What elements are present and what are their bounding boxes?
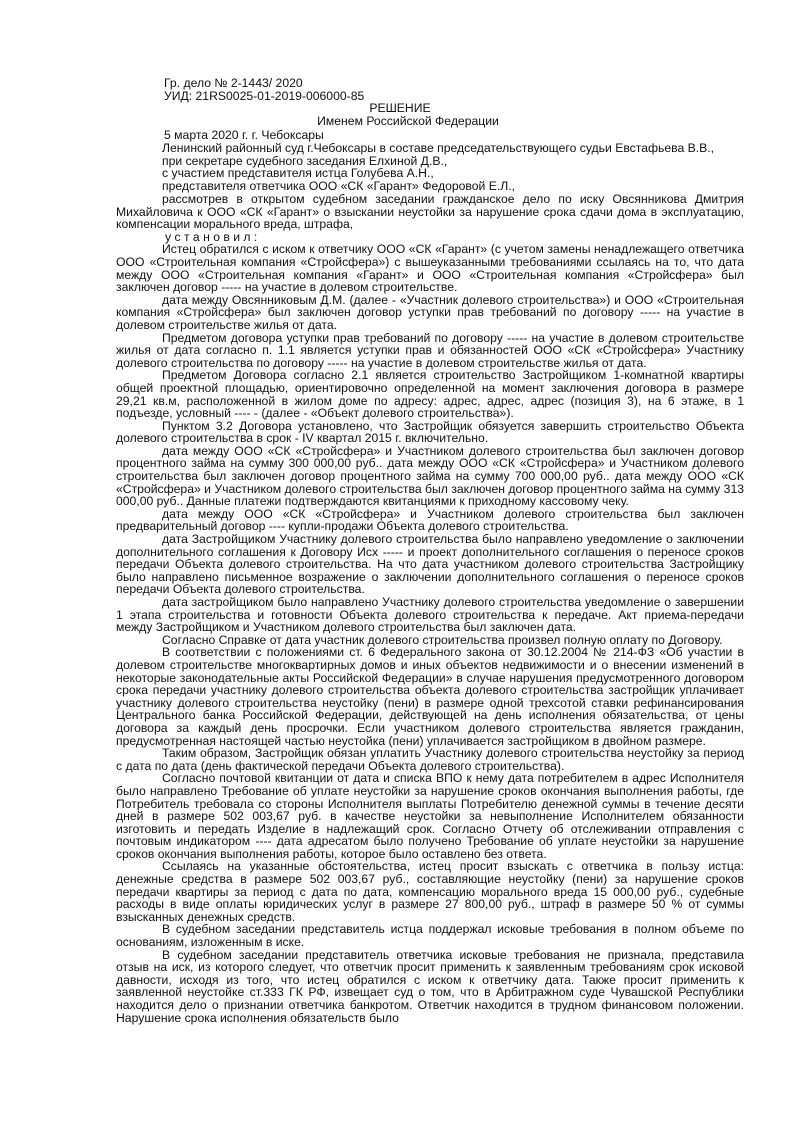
body-paragraph: дата между ООО «СК «Стройсфера» и Участником долевого строительства был заключен договор процентного займа на сумму 300 000,00 руб.. дата между ООО «СК «Стройсфера» и Участником долевого строительства был заключен договор процентного займа на сумму 700 000,00 руб.. дата между ООО «СК «Стройсфера» и Участником долевого строительства был заключен договор процентного займа на сумму 313 000,00 руб.. Данные платежи подтверждаются квитанциями к приходному кассовому чеку. bbox=[116, 443, 744, 509]
body-paragraph: В судебном заседании представитель ответчика исковые требования не признала, представила отзыв на иск, из которого следует, что ответчик просит применить к заявленным требованиям срок исковой давности, исходя из того, что истец обратился с иском к ответчику дата. Также просит применить к заявленной неустойке ст.333 ГК РФ, извещает суд о том, что в Арбитражном суде Чувашской Республики находится дело о признании ответчика банкротом. Ответчик находится в трудном финансовом положении. Нарушение срока исполнения обязательств было bbox=[116, 947, 744, 1025]
body-paragraph: дата между ООО «СК «Стройсфера» и Участником долевого строительства был заключен предварительный договор ---- купли-продажи Объекта долевого строительства. bbox=[116, 506, 744, 534]
body-paragraph: Согласно Справке от дата участник долевого строительства произвел полную оплату по Договору. bbox=[162, 632, 723, 647]
considered-paragraph: рассмотрев в открытом судебном заседании гражданское дело по иску Овсянникова Дмитрия Михайловича к ООО «СК «Гарант» о взыскании неустойки за нарушение срока сдачи дома в эксплуатацию, компенсации морального вреда, штрафа, bbox=[116, 192, 744, 232]
intro-line: при секретаре судебного заседания Елхиной Д.В., bbox=[162, 153, 448, 168]
body-paragraph: В соответствии с положениями ст. 6 Федерального закона от 30.12.2004 № 214-ФЗ «Об участии в долевом строительстве многоквартирных домов и иных объектов недвижимости и о внесении изменений в некоторые законодательные акты Российской Федерации» в случае нарушения предусмотренного договором срока передачи участнику долевого строительства объекта долевого строительства застройщик уплачивает участнику долевого строительства неустойку (пени) в размере одной трехсотой ставки рефинансирования Центрального банка Российской Федерации, действующей на день исполнения обязательства, от цены договора за каждый день просрочки. Если участником долевого строительства является гражданин, предусмотренная настоящей частью неустойка (пени) уплачивается застройщиком в двойном размере. bbox=[116, 645, 744, 748]
body-paragraph: дата Застройщиком Участнику долевого строительства было направлено уведомление о заключении дополнительного соглашения к Договору Исх ----- и проект дополнительного соглашения о переносе сроков передачи Объекта долевого строительства. На что дата участником долевого строительства Застройщику было направлено письменное возражение о заключении дополнительного соглашения о переносе сроков передачи Объекта долевого строительства. bbox=[116, 532, 744, 597]
body-paragraph: Предметом Договора согласно 2.1 является строительство Застройщиком 1-комнатной квартиры общей проектной площадью, ориентировочно определенной на момент заключения договора в размере 29,21 кв.м, расположенной в жилом доме по адресу: адрес, адрес, адрес (позиция 3), на 6 этаже, в 1 подъезде, условный ---- - (далее - «Объект долевого строительства»). bbox=[116, 368, 744, 421]
case-number: Гр. дело № 2-1443/ 2020 bbox=[164, 76, 303, 90]
date-place-line: 5 марта 2020 г. г. Чебоксары bbox=[164, 128, 324, 142]
court-composition bbox=[162, 142, 714, 192]
body-paragraph: Таким образом, Застройщик обязан уплатить Участнику долевого строительства неустойку за период с дата по дата (день фактической передачи Объекта долевого строительства). bbox=[116, 746, 744, 773]
body-paragraph: дата застройщиком было направлено Участнику долевого строительства уведомление о завершении 1 этапа строительства и готовности Объекта долевого строительства к передаче. Акт приема-передачи между Застройщиком и Участником долевого строительства был заключен дата. bbox=[116, 595, 744, 635]
body-paragraph: Пунктом 3.2 Договора установлено, что Застройщик обязуется завершить строительство Объекта долевого строительства в срок - IV квартал 2015 г. включительно. bbox=[116, 418, 744, 446]
body-paragraph: дата между Овсянниковым Д.М. (далее - «Участник долевого строительства») и ООО «Строительная компания «Стройсфера» был заключен договор уступки прав требований по договору ----- на участие в долевом строительстве жилья от дата. bbox=[116, 292, 744, 332]
intro-line: с участием представителя истца Голубева А.Н., bbox=[162, 166, 434, 181]
document-title: РЕШЕНИЕ bbox=[369, 101, 431, 115]
decision-body bbox=[116, 193, 744, 1024]
document-subtitle: Именем Российской Федерации bbox=[317, 114, 499, 128]
case-uid: УИД: 21RS0025-01-2019-006000-85 bbox=[164, 88, 365, 103]
body-paragraph: Истец обратился с иском к ответчику ООО «СК «Гарант» (с учетом замены ненадлежащего ответчика ООО «Строительная компания «Стройсфера») с вышеуказанными требованиями ссылаясь на то, что дата между ООО «Строительная компания «Гарант» и ООО «Строительная компания «Стройсфера» был заключен договор ----- на участие в долевом строительстве. bbox=[116, 242, 744, 295]
body-paragraph: Предметом договора уступки прав требований по договору ----- на участие в долевом строительстве жилья от дата согласно п. 1.1 является уступки прав и обязанностей ООО «СК «Стройсфера» Участнику долевого строительства по договору ----- на участие в долевом строительстве жилья от дата. bbox=[116, 330, 744, 370]
intro-line: Ленинский районный суд г.Чебоксары в составе председательствующего судьи Евстафьева В.В., bbox=[162, 141, 715, 155]
body-paragraph: В судебном заседании представитель истца поддержал исковые требования в полном объеме по основаниям, изложенным в иске. bbox=[116, 922, 744, 950]
case-header bbox=[164, 77, 364, 102]
intro-line: представителя ответчика ООО «СК «Гарант» Федоровой Е.Л., bbox=[162, 178, 516, 193]
body-paragraph: Ссылаясь на указанные обстоятельства, истец просит взыскать с ответчика в пользу истца: денежные средства в размере 502 003,67 руб., составляющие неустойку (пени) за нарушение сроков передачи квартиры за период с дата по дата, компенсацию морального вреда 15 000,00 руб., судебные расходы в виде оплаты юридических услуг в размере 27 800,00 руб., штраф в размере 50 % от суммы взысканных денежных средств. bbox=[116, 859, 744, 924]
established-heading: у с т а н о в и л : bbox=[165, 229, 258, 244]
body-paragraph: Согласно почтовой квитанции от дата и списка ВПО к нему дата потребителем в адрес Исполнителя было направлено Требование об уплате неустойки за нарушение сроков окончания выполнения работы, где Потребитель требовала со стороны Исполнителя выплаты Потребителю денежной суммы в течение десяти дней в размере 502 003,67 руб. в качестве неустойки за невыполнение Исполнителем обязанности изготовить и передать Изделие в надлежащий срок. Согласно Отчету об отслеживании отправления с почтовым индикатором ---- дата адресатом было получено Требование об уплате неустойки за нарушение сроков окончания выполнения работы, которое было оставлено без ответа. bbox=[116, 771, 744, 861]
